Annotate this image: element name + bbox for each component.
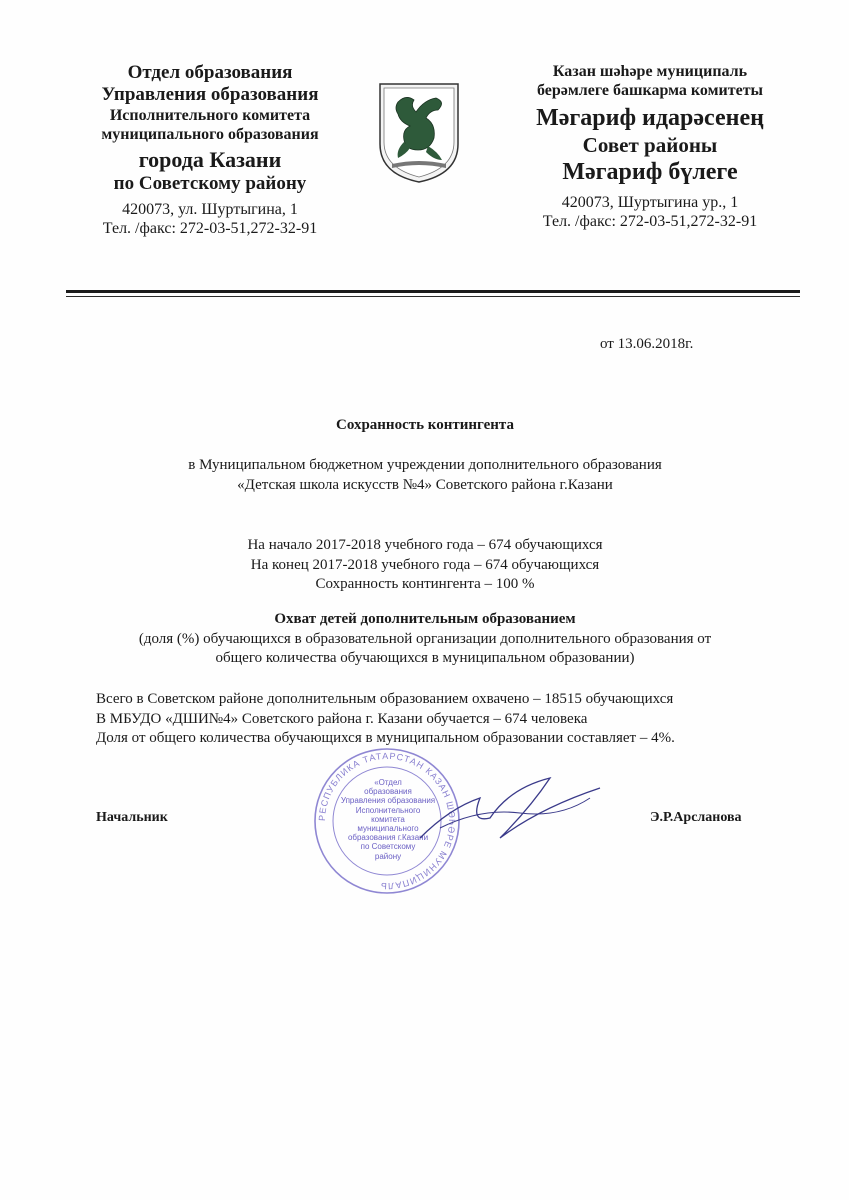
stat-start: На начало 2017-2018 учебного года – 674 обучающихся [247,537,603,553]
section1-organization [60,456,790,495]
header-right-line5: Мәгариф бүлеге [562,159,738,186]
stamp-line1: «Отдел [374,778,402,787]
signatory-position: Начальник [96,810,168,825]
header-left-line2: Управления образования [101,84,319,106]
document-date: от 13.06.2018г. [600,336,694,352]
stamp-line7: образования г.Казани [347,833,429,843]
header-right-line4: Совет районы [582,133,718,158]
stamp-line3: Управления образования [340,796,436,806]
section2-heading [60,610,790,669]
section1-org-line1: в Муниципальном бюджетном учреждении дополнительного образования [188,457,662,473]
stat-end: На конец 2017-2018 учебного года – 674 обучающихся [250,556,600,573]
stamp-line8: по Советскому [360,842,416,852]
header-left-line4: муниципального образования [101,125,319,143]
header-divider-thin [66,296,800,297]
header-right-block [500,62,800,232]
stamp-line2: образования [364,787,412,797]
section1-org-line2: «Детская школа искусств №4» Советского района г.Казани [237,476,613,493]
section2-subtitle-line1: (доля (%) обучающихся в образовательной организации дополнительного образования от [138,630,712,647]
stat-retention: Сохранность контингента – 100 % [315,576,535,592]
stamp-line6: муниципального [357,823,419,833]
section2-subtitle-line2: общего количества обучающихся в муниципальном образовании) [215,650,635,666]
stamp-line9: району [374,851,402,861]
stamp-ring-text: РЕСПУБЛИКА ТАТАРСТАН КАЗАН ШӘҺӘРЕ МУНИЦИПАЛЬ [316,750,458,892]
header-right-line1: Казан шәһәре муниципаль [552,63,748,80]
handwritten-signature [410,768,610,858]
kazan-coat-of-arms-icon [376,80,462,184]
stamp-line5: комитета [371,814,405,824]
header-divider-thick [66,290,800,293]
coverage-total: Всего в Советском районе дополнительным образованием охвачено – 18515 обучающихся [96,691,674,707]
signatory-name: Э.Р.Арсланова [650,810,742,825]
section1-stats [60,536,790,595]
header-left-line5: города Казани [138,146,282,172]
header-left-line3: Исполнительного комитета [109,106,311,124]
section2-coverage [96,690,675,749]
header-left-phone: Тел. /факс: 272-03-51,272-32-91 [102,219,318,237]
header-right-phone: Тел. /факс: 272-03-51,272-32-91 [542,213,758,231]
header-right-line2: берәмлеге башкарма комитеты [536,82,764,100]
section1-title: Сохранность контингента [335,417,514,433]
coverage-school: В МБУДО «ДШИ№4» Советского района г. Казани обучается – 674 человека [96,710,588,727]
coverage-share: Доля от общего количества обучающихся в муниципальном образовании составляет – 4%. [96,730,675,746]
header-right-line3: Мәгариф идарәсенең [536,105,764,132]
header-left-line1: Отдел образования [127,62,293,83]
header-left-line6: по Советскому району [113,172,307,194]
header-left-address: 420073, ул. Шуртыгина, 1 [122,200,298,218]
header-right-address: 420073, Шуртыгина ур., 1 [561,194,739,212]
stamp-line4: Исполнительного [355,805,421,815]
section2-title: Охват детей дополнительным образованием [274,611,576,627]
header-left-block [60,62,360,239]
